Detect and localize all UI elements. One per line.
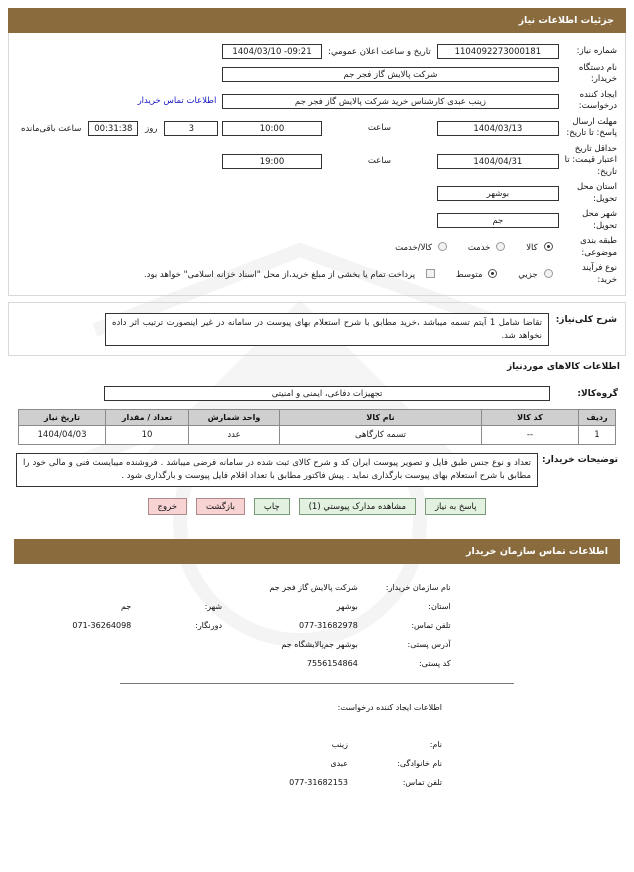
spacer-cell-1 xyxy=(15,42,220,61)
contact-org-label: نام سازمان خریدار: xyxy=(385,582,451,592)
radio-icon-jozi[interactable] xyxy=(544,269,553,278)
cell-name: تسمه کارگاهی xyxy=(280,426,482,445)
back-button[interactable]: بازگشت xyxy=(196,498,245,515)
need-details-header: جزئیات اطلاعات نیاز xyxy=(8,8,626,33)
contact-divider xyxy=(120,683,514,684)
category-option-khedmat[interactable] xyxy=(462,242,508,253)
category-option-kala-label: کالا xyxy=(526,243,538,254)
requester-spacer-i xyxy=(20,754,117,773)
contact-spacer-h xyxy=(20,635,135,654)
buyer-org-row xyxy=(15,61,619,88)
contact-province-label: استان: xyxy=(428,601,451,611)
requester-spacer-c xyxy=(20,698,117,717)
requester-spacer-k xyxy=(117,773,214,792)
contact-org-row xyxy=(20,578,614,597)
cell-unit: عدد xyxy=(189,426,280,445)
goods-group-table xyxy=(14,384,620,403)
buyer-notes-row xyxy=(14,451,620,489)
contact-postal-row xyxy=(20,654,614,673)
requester-title-row xyxy=(20,698,614,717)
requester-lastname-row xyxy=(20,754,614,773)
need-number-row xyxy=(15,42,619,61)
validity-hour-label: ساعت xyxy=(367,156,391,167)
table-row[interactable] xyxy=(19,426,616,445)
cell-code: -- xyxy=(482,426,579,445)
col-unit: واحد شمارش xyxy=(189,410,280,426)
contact-postal-value: 7556154864 xyxy=(306,658,358,668)
col-name: نام کالا xyxy=(280,410,482,426)
spacer-cell-5 xyxy=(15,207,435,234)
category-row xyxy=(15,234,619,261)
goods-table xyxy=(18,409,616,445)
buyer-notes-label: توضیحات خریدار: xyxy=(542,455,618,466)
process-label: نوع فرآیند خرید: xyxy=(581,263,617,285)
requester-spacer-e xyxy=(117,735,214,754)
contact-fax-value: 071-36264098 xyxy=(72,620,132,630)
summary-text: تقاضا شامل 1 آیتم تسمه میباشد ،خرید مطابق با شرح استعلام بهای پیوست در سامانه در غیر اینصورت ترتیب اثر داده نخواهد شد. xyxy=(105,313,549,347)
contact-table xyxy=(20,578,614,673)
requester-firstname-label: نام: xyxy=(429,739,442,749)
days-unit-label: روز xyxy=(145,123,158,134)
spacer-cell-4 xyxy=(15,180,435,207)
contact-spacer-j xyxy=(135,654,226,673)
category-label: طبقه بندی موضوعی: xyxy=(580,236,617,258)
contact-spacer-e xyxy=(455,616,614,635)
contact-address-label: آدرس پستی: xyxy=(407,639,451,649)
remaining-time-label: ساعت باقی‌مانده xyxy=(21,123,82,134)
radio-icon-khedmat[interactable] xyxy=(496,242,505,251)
remaining-time-value: 00:31:38 xyxy=(88,121,138,136)
radio-icon-motavaset[interactable] xyxy=(488,269,497,278)
creator-value[interactable]: زینب عبدی کارشناس خرید شرکت پالایش گاز فجر جم xyxy=(222,94,558,109)
contact-phone-row xyxy=(20,616,614,635)
contact-org-value: شرکت پالایش گاز فجر جم xyxy=(269,582,358,592)
contact-spacer-d xyxy=(455,597,614,616)
goods-group-row xyxy=(14,384,620,403)
contact-phone-label: تلفن تماس: xyxy=(411,620,451,630)
days-remaining-value[interactable]: 3 xyxy=(164,121,218,136)
requester-gap-row xyxy=(20,717,614,735)
goods-header-row xyxy=(19,410,616,426)
creator-label: ایجاد کننده درخواست: xyxy=(578,89,617,112)
checkbox-icon-treasury[interactable] xyxy=(426,269,435,278)
contact-city-value: جم xyxy=(120,601,132,611)
treasury-checkbox-group[interactable] xyxy=(144,269,437,280)
contact-spacer-b xyxy=(135,578,226,597)
action-button-row xyxy=(14,498,620,519)
province-label: استان محل تحویل: xyxy=(576,182,617,204)
contact-province-value: بوشهر xyxy=(336,601,358,611)
requester-spacer-a xyxy=(446,698,614,717)
announce-label: تاریخ و ساعت اعلان عمومي: xyxy=(328,46,431,57)
city-label: شهر محل تحویل: xyxy=(582,209,617,231)
radio-icon-kala[interactable] xyxy=(544,242,553,251)
contact-city-label: شهر: xyxy=(204,601,223,611)
cell-row: 1 xyxy=(579,426,616,445)
process-option-jozi[interactable] xyxy=(512,269,554,280)
requester-gap-cell xyxy=(20,717,614,735)
requester-lastname-value: عبدی xyxy=(330,758,348,768)
print-button[interactable]: چاپ xyxy=(254,498,290,515)
buyer-org-value[interactable]: شرکت پالایش گاز فجر جم xyxy=(222,67,558,82)
validity-label: حداقل تاریخ اعتبار قیمت: تا تاریخ: xyxy=(564,143,617,177)
province-row xyxy=(15,180,619,207)
buyer-org-label: نام دستگاه خریدار: xyxy=(578,63,617,85)
exit-button[interactable]: خروج xyxy=(148,498,188,515)
view-attachments-button[interactable]: مشاهده مدارک پیوستي (1) xyxy=(299,498,416,515)
goods-group-value[interactable]: تجهیزات دفاعی، ایمنی و امنیتی xyxy=(104,386,550,401)
contact-fax-label: دورنگار: xyxy=(195,620,223,630)
requester-spacer-b xyxy=(117,698,214,717)
requester-spacer-g xyxy=(446,754,614,773)
city-row xyxy=(15,207,619,234)
buyer-notes-table xyxy=(14,451,620,489)
contact-spacer-f xyxy=(455,635,614,654)
deadline-hour-value[interactable]: 10:00 xyxy=(222,121,321,136)
requester-spacer-j xyxy=(446,773,614,792)
cell-need-date: 1404/04/03 xyxy=(19,426,106,445)
buyer-contact-link[interactable]: اطلاعات تماس خریدار xyxy=(137,96,217,107)
respond-to-need-button[interactable]: پاسخ به نیاز xyxy=(425,498,487,515)
col-code: کد کالا xyxy=(482,410,579,426)
requester-section xyxy=(20,698,614,792)
need-details-form xyxy=(15,42,619,288)
deadline-row xyxy=(15,115,619,142)
process-option-motavaset-label: متوسط xyxy=(455,270,483,280)
deadline-date-value[interactable]: 1404/03/13 xyxy=(437,121,558,136)
contact-spacer-g xyxy=(135,635,226,654)
goods-section-title: اطلاعات کالاهای موردنیاز xyxy=(506,362,620,373)
goods-group-label: گروه‌کالا: xyxy=(577,388,618,399)
radio-icon-kala-khedmat[interactable] xyxy=(438,242,447,251)
contact-section-header: اطلاعات تماس سازمان خریدار xyxy=(14,539,620,564)
category-option-kala[interactable] xyxy=(520,242,554,253)
summary-panel xyxy=(8,302,626,357)
contact-province-row xyxy=(20,597,614,616)
requester-title: اطلاعات ایجاد کننده درخواست: xyxy=(337,702,442,712)
province-value[interactable]: بوشهر xyxy=(437,186,558,201)
requester-firstname-value: زینب xyxy=(331,739,348,749)
validity-row xyxy=(15,142,619,180)
validity-date-value[interactable]: 1404/04/31 xyxy=(437,154,558,169)
requester-spacer-f xyxy=(20,735,117,754)
contact-spacer-a xyxy=(455,578,614,597)
summary-label: شرح کلی‌نیاز: xyxy=(555,314,617,325)
col-row: ردیف xyxy=(579,410,616,426)
creator-row xyxy=(15,88,619,115)
contact-spacer-k xyxy=(20,654,135,673)
requester-table xyxy=(20,698,614,792)
requester-spacer-l xyxy=(20,773,117,792)
treasury-checkbox-label: پرداخت تمام یا بخشی از مبلغ خرید،از محل "اسناد خزانه اسلامی" خواهد بود. xyxy=(143,270,416,280)
summary-table xyxy=(15,311,619,349)
need-number-value[interactable]: 1104092273000181 xyxy=(437,44,558,59)
requester-spacer-h xyxy=(117,754,214,773)
requester-phone-row xyxy=(20,773,614,792)
contact-phone-value: 077-31682978 xyxy=(298,620,358,630)
contact-address-value: بوشهر جم‌پالایشگاه جم xyxy=(281,639,358,649)
summary-row xyxy=(15,311,619,349)
requester-firstname-row xyxy=(20,735,614,754)
requester-phone-value: 077-31682153 xyxy=(289,777,348,787)
contact-postal-label: کد پستی: xyxy=(418,658,451,668)
process-row xyxy=(15,261,619,288)
contact-section xyxy=(14,539,620,798)
contact-spacer-c xyxy=(20,578,135,597)
requester-lastname-label: نام خانوادگی: xyxy=(397,758,442,768)
category-option-khedmat-label: خدمت xyxy=(467,243,491,254)
col-need-date: تاریخ نیاز xyxy=(19,410,106,426)
col-qty: تعداد / مقدار xyxy=(106,410,189,426)
process-option-motavaset[interactable] xyxy=(450,269,500,280)
goods-table-head xyxy=(19,410,616,426)
goods-panel xyxy=(8,376,626,525)
contact-address-row xyxy=(20,635,614,654)
announce-value[interactable]: 1404/03/10 -09:21 xyxy=(222,44,321,59)
deadline-hour-label: ساعت xyxy=(367,123,391,134)
requester-spacer-d xyxy=(446,735,614,754)
need-number-label: شماره نیاز: xyxy=(576,45,617,56)
spacer-cell-3 xyxy=(15,142,220,180)
category-option-kala-khedmat[interactable] xyxy=(389,242,449,253)
cell-qty: 10 xyxy=(106,426,189,445)
validity-hour-value[interactable]: 19:00 xyxy=(222,154,321,169)
contact-spacer-i xyxy=(455,654,614,673)
need-details-panel xyxy=(8,33,626,296)
category-option-kala-khedmat-label: کالا/خدمت xyxy=(395,243,433,254)
requester-phone-label: تلفن تماس: xyxy=(402,777,442,787)
contact-body xyxy=(14,564,620,798)
buyer-notes-text: تعداد و نوع جنس طبق فایل و تصویر پیوست ایران کد و شرح کالای ثبت شده در سامانه فرضی میباشد . فروشنده میبایست فنی و مالی خود را مطابق با شرح استعلام بهای پیوست بارگذاری نماید . پیش فاکتور مطابق با تعداد اقلام فایل پیوست و بارگذاری شود . xyxy=(16,453,538,487)
goods-table-body xyxy=(19,426,616,445)
city-value[interactable]: جم xyxy=(437,213,558,228)
spacer-cell-2 xyxy=(15,61,220,88)
process-option-jozi-label: جزیي xyxy=(518,270,538,280)
deadline-label: مهلت ارسال پاسخ: تا تاریخ: xyxy=(566,116,617,139)
